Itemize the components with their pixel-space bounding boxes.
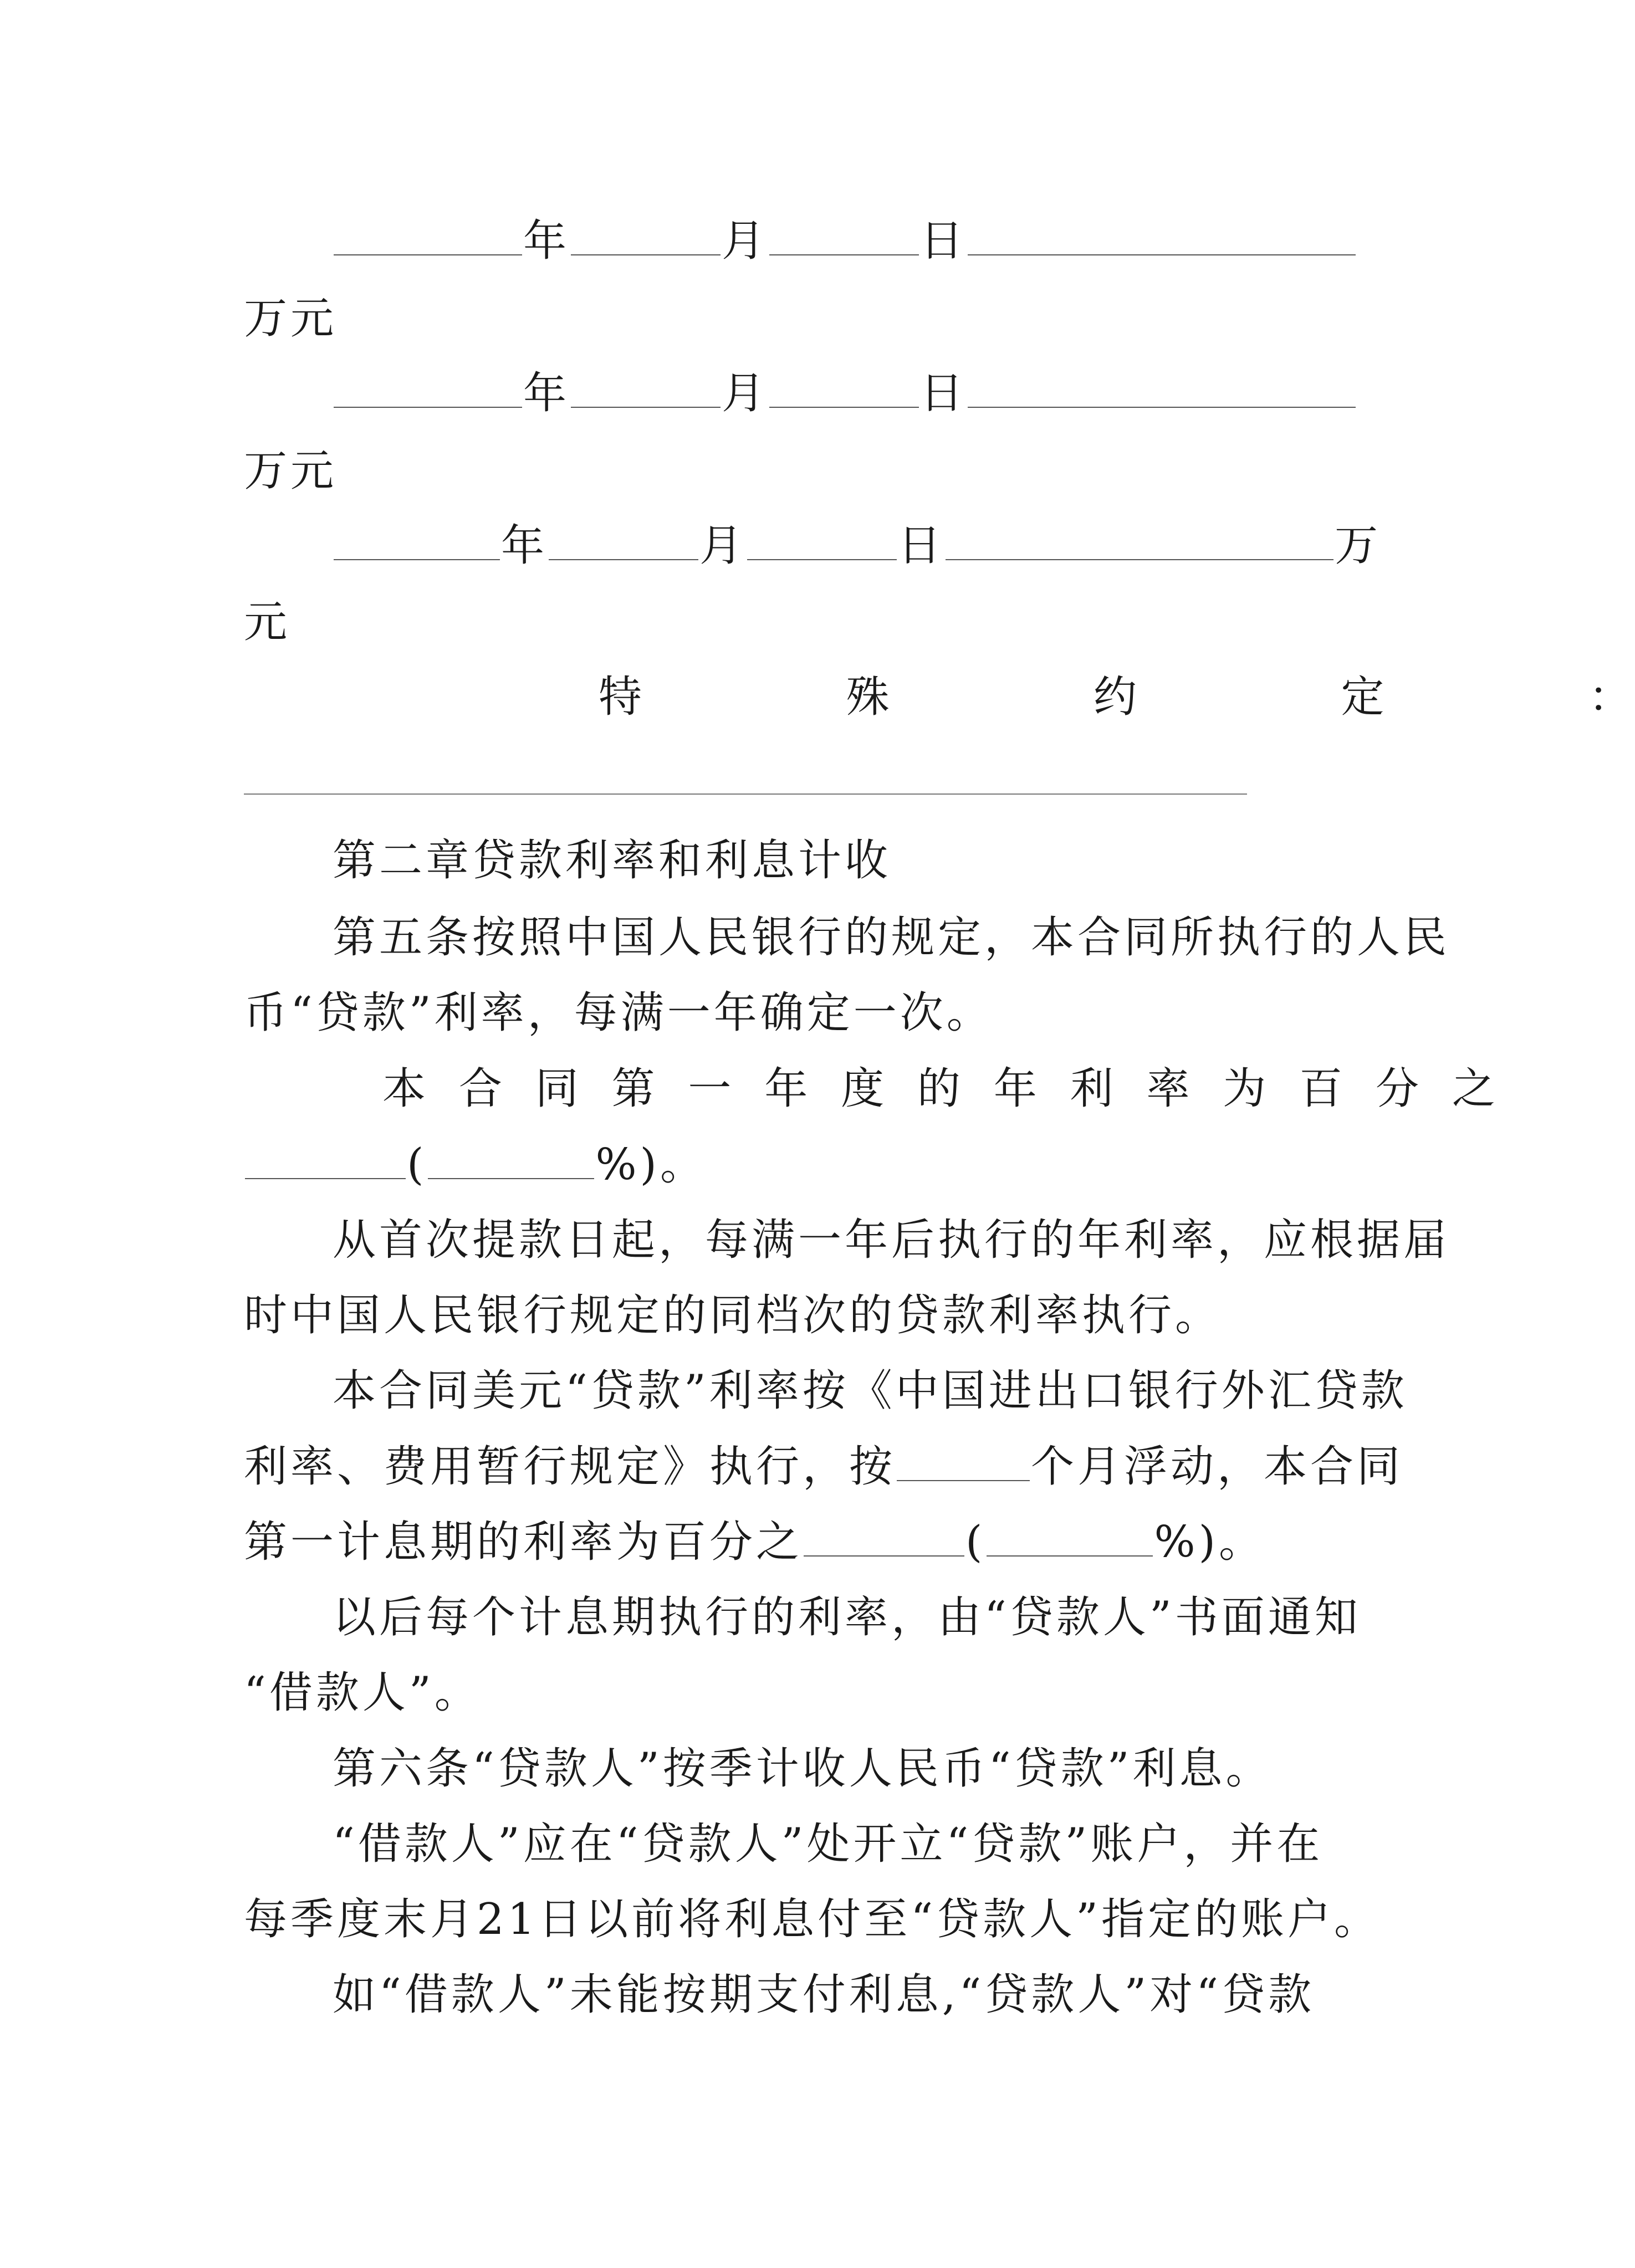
article5-line1: 第五条按照中国人民银行的规定，本合同所执行的人民 <box>333 913 1450 963</box>
article6-p2-line2: 每季度末月21日以前将利息付至“贷款人”指定的账户。 <box>244 1895 1381 1944</box>
rate-char: 度 <box>841 1064 888 1114</box>
year-label: 年 <box>501 521 548 571</box>
paren-close: %)。 <box>1154 1517 1265 1567</box>
day-blank[interactable] <box>747 524 897 560</box>
rate-char: 分 <box>1375 1064 1422 1114</box>
article5-p4-line1: 以后每个计息期执行的利率，由“贷款人”书面通知 <box>333 1593 1361 1642</box>
rate-char: 的 <box>917 1064 964 1114</box>
amount-blank[interactable] <box>968 371 1356 408</box>
article6-p3-line1: 如“借款人”未能按期支付利息,“贷款人”对“贷款 <box>333 1970 1315 2020</box>
schedule-unit-3: 元 <box>244 597 291 647</box>
rate-char: 年 <box>993 1064 1040 1114</box>
schedule-row-1 <box>333 213 1357 269</box>
float-months-blank[interactable] <box>897 1445 1030 1481</box>
day-blank[interactable] <box>769 219 919 255</box>
day-label: 日 <box>920 216 967 266</box>
paren-close: %)。 <box>595 1140 707 1190</box>
article5-p3-line3 <box>244 1514 1265 1570</box>
month-blank[interactable] <box>549 524 698 560</box>
special-char: 殊 <box>846 672 893 722</box>
year-blank[interactable] <box>334 524 500 560</box>
usd-rate-percent-blank[interactable] <box>987 1520 1153 1557</box>
month-blank[interactable] <box>571 371 721 408</box>
unit-part1: 万 <box>1335 521 1382 571</box>
text-segment: 第一计息期的利率为百分之 <box>244 1517 803 1567</box>
article5-p3-line1: 本合同美元“贷款”利率按《中国进出口银行外汇贷款 <box>333 1366 1408 1416</box>
day-blank[interactable] <box>769 371 919 408</box>
rate-char: 之 <box>1452 1064 1499 1114</box>
special-char: 特 <box>599 672 646 722</box>
day-label: 日 <box>898 521 945 571</box>
special-char: 约 <box>1093 672 1140 722</box>
article5-p3-line2 <box>244 1439 1403 1494</box>
month-label: 月 <box>722 216 769 266</box>
article5-p2-line2: 时中国人民银行规定的同档次的贷款利率执行。 <box>244 1291 1222 1340</box>
month-label: 月 <box>722 368 769 418</box>
schedule-unit-1: 万元 <box>244 294 338 344</box>
text-segment: 利率、费用暂行规定》执行，按 <box>244 1442 896 1492</box>
article6-line1: 第六条“贷款人”按季计收人民币“贷款”利息。 <box>333 1744 1273 1794</box>
paren-open: ( <box>965 1517 986 1567</box>
schedule-row-2 <box>333 366 1357 421</box>
rate-char: 年 <box>764 1064 811 1114</box>
chapter-title: 第二章贷款利率和利息计收 <box>333 836 892 885</box>
first-year-rate-fill <box>244 1137 707 1192</box>
year-blank[interactable] <box>334 371 522 408</box>
paren-open: ( <box>407 1140 427 1190</box>
amount-blank[interactable] <box>968 219 1356 255</box>
text-segment: 个月浮动，本合同 <box>1031 1442 1404 1492</box>
special-agreement-label <box>599 669 1635 725</box>
special-agreement-line[interactable] <box>244 793 1247 795</box>
rate-words-blank[interactable] <box>245 1143 406 1179</box>
article5-p4-line2: “借款人”。 <box>244 1668 481 1718</box>
rate-char: 利 <box>1070 1064 1117 1114</box>
amount-blank[interactable] <box>946 524 1333 560</box>
day-label: 日 <box>920 368 967 418</box>
schedule-row-3 <box>333 518 1381 574</box>
article5-p2-line1: 从首次提款日起，每满一年后执行的年利率，应根据届 <box>333 1215 1450 1265</box>
first-year-rate-line <box>382 1061 1499 1117</box>
rate-char: 第 <box>611 1064 658 1114</box>
rate-char: 率 <box>1146 1064 1193 1114</box>
special-char: 定 <box>1341 672 1388 722</box>
year-label: 年 <box>523 368 570 418</box>
article5-line2: 币“贷款”利率，每满一年确定一次。 <box>244 988 993 1038</box>
rate-char: 同 <box>535 1064 582 1114</box>
rate-char: 百 <box>1299 1064 1346 1114</box>
rate-char: 一 <box>688 1064 735 1114</box>
rate-percent-blank[interactable] <box>428 1143 594 1179</box>
special-char: ： <box>1588 672 1635 722</box>
rate-char: 为 <box>1223 1064 1270 1114</box>
year-label: 年 <box>523 216 570 266</box>
month-blank[interactable] <box>571 219 721 255</box>
article6-p2-line1: “借款人”应在“贷款人”处开立“贷款”账户，并在 <box>333 1819 1324 1869</box>
usd-rate-words-blank[interactable] <box>804 1520 964 1557</box>
rate-char: 合 <box>458 1064 505 1114</box>
month-label: 月 <box>699 521 747 571</box>
schedule-unit-2: 万元 <box>244 446 338 496</box>
rate-char: 本 <box>382 1064 430 1114</box>
year-blank[interactable] <box>334 219 522 255</box>
